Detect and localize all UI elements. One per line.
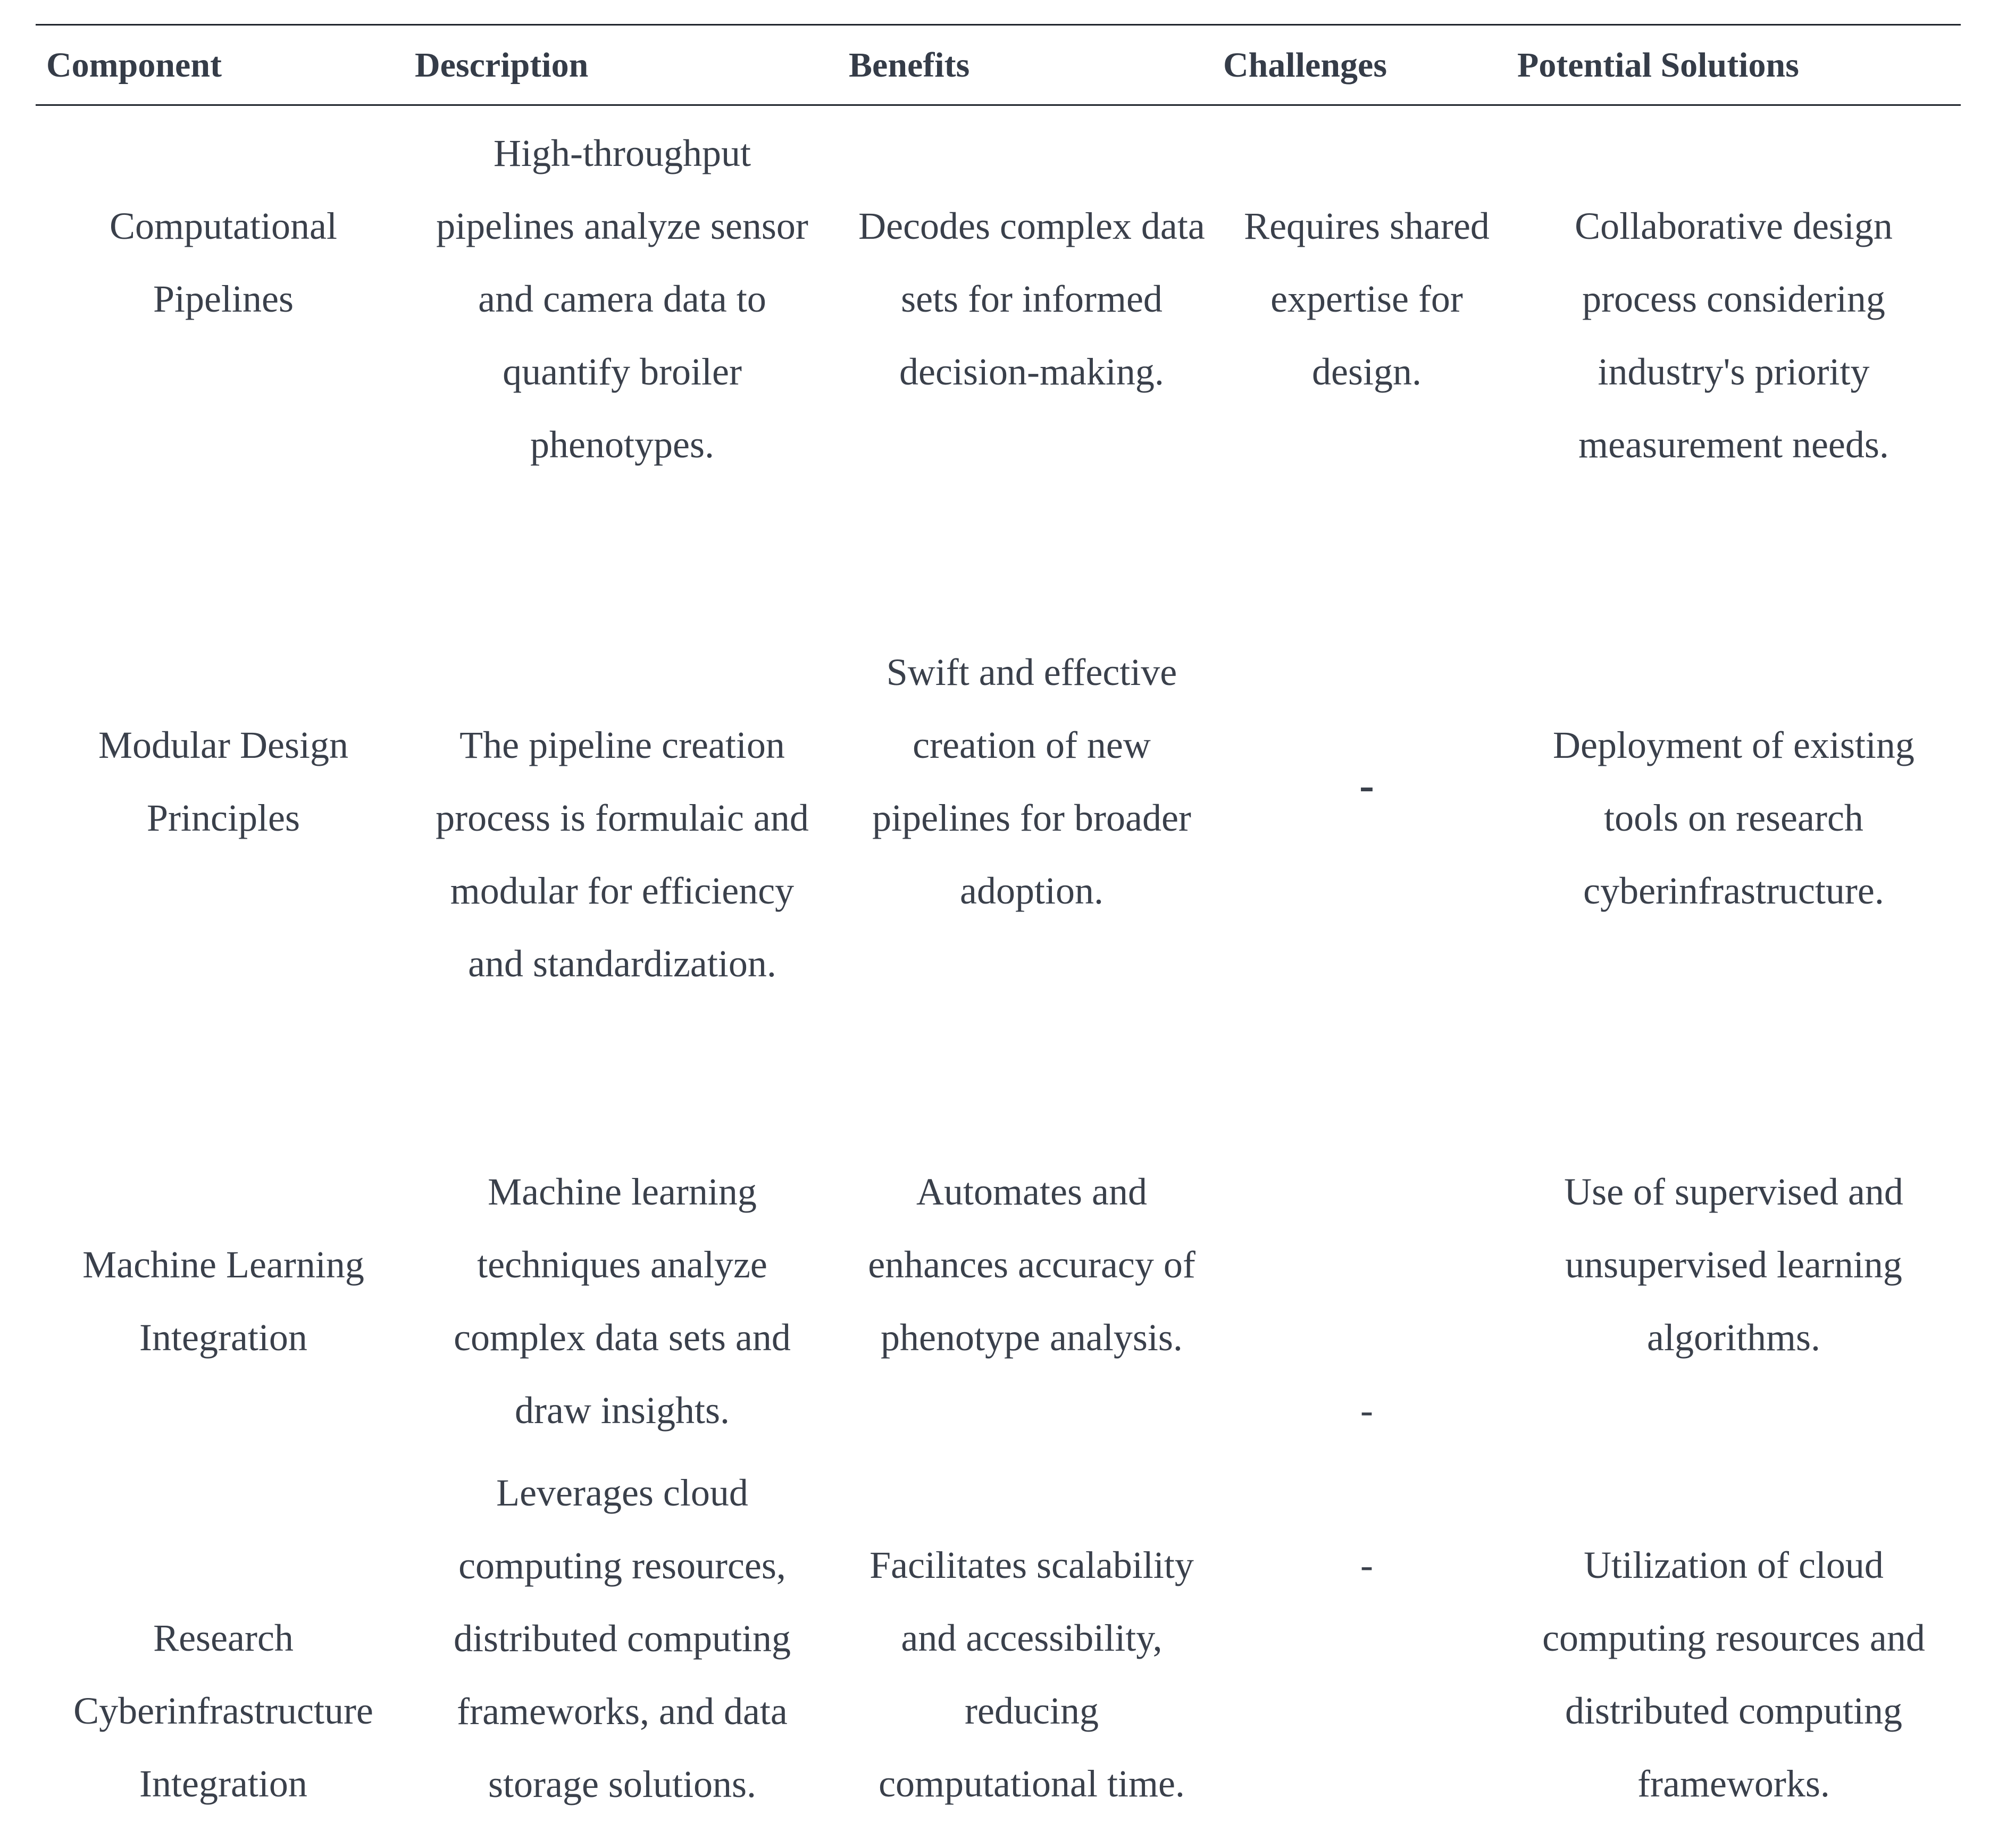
table-top-rule — [36, 24, 1961, 26]
cell-benefits: Decodes complex data sets for informed decision-making. — [858, 205, 1205, 393]
cell-challenges: - — [1360, 1389, 1373, 1432]
cell-component: Modular Design Principles — [98, 724, 348, 839]
header-description: Description — [415, 46, 589, 85]
cell-description: Machine learning techniques analyze complex data sets and draw insights. — [454, 1170, 791, 1432]
header-challenges: Challenges — [1223, 46, 1387, 85]
cell-challenges: - — [1359, 760, 1374, 810]
cell-benefits: Facilitates scalability and accessibility, reducing computational time. — [869, 1544, 1194, 1805]
header-benefits: Benefits — [849, 46, 970, 85]
cell-potential-solutions: Collaborative design process considering industry's priority measurement needs. — [1575, 205, 1893, 466]
cell-benefits: Swift and effective creation of new pipelines for broader adoption. — [872, 651, 1191, 912]
table-header-rule — [36, 104, 1961, 106]
cell-description: Leverages cloud computing resources, distributed computing frameworks, and data storage solutions. — [454, 1471, 791, 1805]
cell-description: The pipeline creation process is formulaic and modular for efficiency and standardization. — [436, 724, 809, 985]
header-component: Component — [46, 46, 222, 85]
cell-benefits: Automates and enhances accuracy of phenotype analysis. — [868, 1170, 1195, 1359]
cell-component: Computational Pipelines — [110, 205, 337, 320]
cell-challenges: - — [1360, 1544, 1373, 1586]
cell-component: Machine Learning Integration — [82, 1243, 364, 1359]
cell-challenges: Requires shared expertise for design. — [1244, 205, 1490, 393]
cell-component: Research Cyberinfrastructure Integration — [73, 1617, 373, 1805]
header-potential-solutions: Potential Solutions — [1517, 46, 1799, 85]
cell-description: High-throughput pipelines analyze sensor and camera data to quantify broiler phenotypes. — [436, 132, 808, 466]
cell-potential-solutions: Use of supervised and unsupervised learning algorithms. — [1564, 1170, 1903, 1359]
cell-potential-solutions: Deployment of existing tools on research cyberinfrastructure. — [1553, 724, 1914, 912]
cell-potential-solutions: Utilization of cloud computing resources and distributed computing frameworks. — [1542, 1544, 1925, 1805]
